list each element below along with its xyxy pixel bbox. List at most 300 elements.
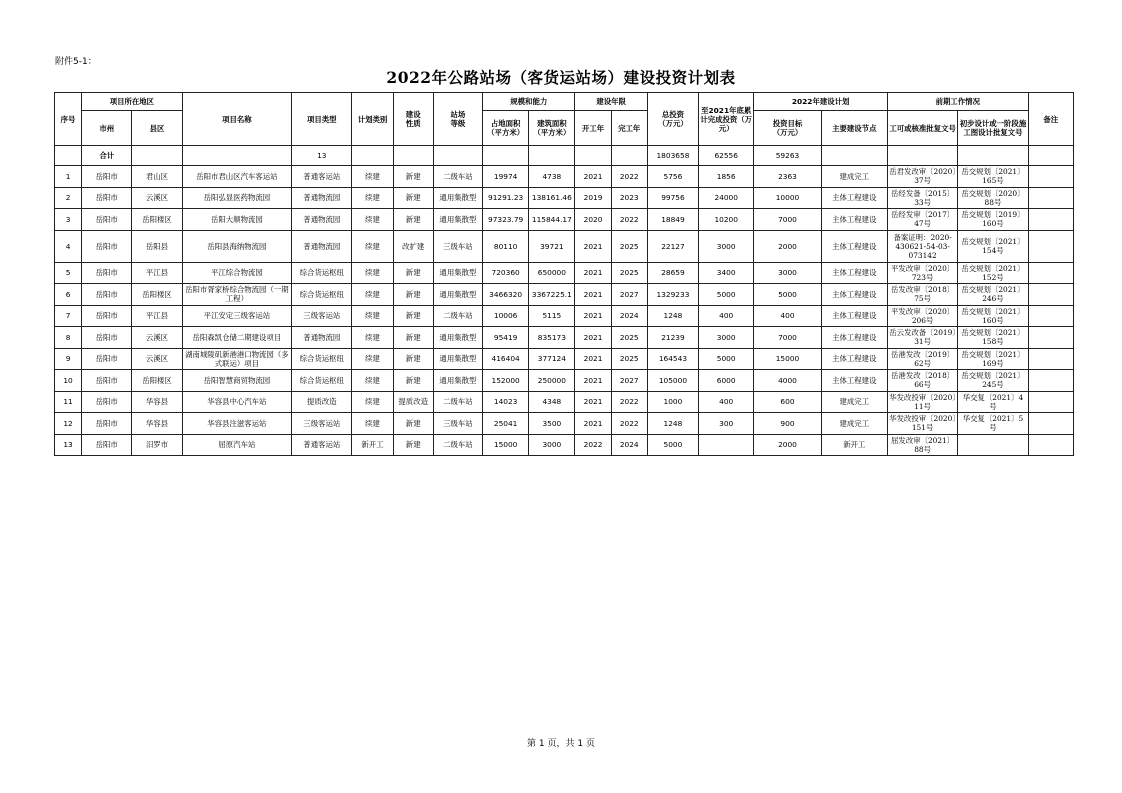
cell-county: 云溪区 <box>132 187 182 209</box>
cell-build-nature: 新建 <box>393 348 433 370</box>
cell-plan-category: 续建 <box>352 166 393 188</box>
cell-county: 汨罗市 <box>132 434 182 456</box>
cell-city: 岳阳市 <box>82 262 132 284</box>
totals-total: 1803658 <box>647 146 698 166</box>
cell-land-area: 720360 <box>483 262 529 284</box>
cell-approval-doc: 屈发改审〔2021〕88号 <box>887 434 957 456</box>
cell-milestone: 主体工程建设 <box>821 327 887 349</box>
cell-total-investment: 21239 <box>647 327 698 349</box>
cell-end-year: 2024 <box>611 434 647 456</box>
cell-design-doc: 岳交规划〔2021〕154号 <box>958 230 1028 262</box>
cell-milestone: 主体工程建设 <box>821 305 887 327</box>
cell-total-investment: 1329233 <box>647 284 698 306</box>
cell-county: 云溪区 <box>132 348 182 370</box>
cell-design-doc: 岳交规划〔2021〕152号 <box>958 262 1028 284</box>
cell-start-year: 2021 <box>575 413 611 435</box>
cell-approval-doc: 岳港发改〔2019〕62号 <box>887 348 957 370</box>
cell-project-name: 华容县中心汽车站 <box>182 391 292 413</box>
cell-approval-doc: 华发改投审〔2020〕11号 <box>889 392 957 411</box>
cell-land-area: 19974 <box>483 166 529 188</box>
cell-completed-2021: 6000 <box>699 370 754 392</box>
cell-milestone: 主体工程建设 <box>821 209 887 231</box>
cell-remark <box>1028 262 1073 284</box>
cell-seq: 10 <box>55 370 82 392</box>
cell-project-type: 普通物流园 <box>292 209 352 231</box>
cell-remark <box>1028 209 1073 231</box>
cell-approval-doc: 岳港发改〔2018〕66号 <box>887 370 957 392</box>
cell-plan-category: 续建 <box>352 305 393 327</box>
cell-start-year: 2021 <box>575 166 611 188</box>
cell-approval-doc: 岳经发审〔2017〕47号 <box>887 209 957 231</box>
cell-city: 岳阳市 <box>82 434 132 456</box>
cell-seq: 12 <box>55 413 82 435</box>
cell-total-investment: 5000 <box>647 434 698 456</box>
cell-floor-area: 39721 <box>529 230 575 262</box>
totals-empty <box>529 146 575 166</box>
cell-project-type: 综合货运枢纽 <box>292 262 352 284</box>
header-city: 市州 <box>82 111 132 146</box>
cell-city: 岳阳市 <box>82 305 132 327</box>
cell-completed-2021: 3400 <box>699 262 754 284</box>
header-scale: 规模和能力 <box>483 93 575 111</box>
cell-end-year: 2025 <box>611 230 647 262</box>
header-design: 初步设计或一阶段施工图设计批复文号 <box>958 111 1028 146</box>
cell-start-year: 2021 <box>575 391 611 413</box>
cell-project-name: 岳阳市胥家桥综合物流园（一期工程） <box>182 284 292 306</box>
cell-seq: 7 <box>55 305 82 327</box>
header-county: 县区 <box>132 111 182 146</box>
cell-design-doc: 岳交规划〔2019〕160号 <box>958 209 1028 231</box>
cell-county: 平江县 <box>132 305 182 327</box>
cell-start-year: 2021 <box>575 262 611 284</box>
cell-total-investment: 18849 <box>647 209 698 231</box>
cell-total-investment: 5756 <box>647 166 698 188</box>
cell-land-area: 152000 <box>483 370 529 392</box>
cell-project-type: 提质改造 <box>292 391 352 413</box>
cell-floor-area: 3000 <box>529 434 575 456</box>
cell-project-name: 岳阳县海纳物流园 <box>182 230 292 262</box>
header-location: 项目所在地区 <box>82 93 182 111</box>
cell-design-doc: 岳交规划〔2021〕160号 <box>958 305 1028 327</box>
cell-project-type: 综合货运枢纽 <box>292 348 352 370</box>
cell-county: 君山区 <box>132 166 182 188</box>
totals-empty <box>433 146 482 166</box>
cell-approval-doc: 岳发改审〔2018〕75号 <box>887 284 957 306</box>
cell-target-2022: 15000 <box>754 348 821 370</box>
cell-milestone: 建成完工 <box>821 413 887 435</box>
cell-approval-doc: 岳君发改审〔2020〕37号 <box>889 167 957 186</box>
cell-county: 云溪区 <box>132 327 182 349</box>
cell-project-type: 综合货运枢纽 <box>292 370 352 392</box>
page-footer: 第 1 页，共 1 页 <box>527 739 595 749</box>
cell-floor-area: 3367225.1 <box>529 284 575 306</box>
cell-approval-doc: 平发改审〔2020〕723号 <box>887 262 957 284</box>
cell-start-year: 2022 <box>575 434 611 456</box>
header-nature: 建设 性质 <box>393 93 433 146</box>
cell-milestone: 主体工程建设 <box>821 370 887 392</box>
cell-total-investment: 164543 <box>647 348 698 370</box>
cell-target-2022: 2363 <box>754 166 821 188</box>
cell-end-year: 2022 <box>611 166 647 188</box>
table-row <box>55 209 1074 231</box>
cell-end-year: 2027 <box>611 370 647 392</box>
cell-start-year: 2021 <box>575 230 611 262</box>
cell-plan-category: 续建 <box>352 284 393 306</box>
cell-build-nature: 新建 <box>393 284 433 306</box>
cell-land-area: 10006 <box>483 305 529 327</box>
cell-seq: 2 <box>55 187 82 209</box>
cell-city: 岳阳市 <box>82 166 132 188</box>
cell-plan-category: 续建 <box>352 262 393 284</box>
cell-remark <box>1028 434 1073 456</box>
cell-floor-area: 650000 <box>529 262 575 284</box>
cell-land-area: 91291.23 <box>483 187 529 209</box>
header-done2021: 至2021年底累计完成投资（万元） <box>699 93 754 146</box>
cell-approval-doc: 平发改审〔2020〕206号 <box>887 305 957 327</box>
cell-seq: 4 <box>55 230 82 262</box>
cell-completed-2021: 5000 <box>699 284 754 306</box>
cell-station-grade: 通用集散型 <box>433 209 482 231</box>
cell-county: 平江县 <box>132 262 182 284</box>
totals-target: 59263 <box>754 146 821 166</box>
cell-build-nature: 新建 <box>393 187 433 209</box>
totals-empty <box>352 146 393 166</box>
totals-empty <box>958 146 1028 166</box>
cell-floor-area: 115844.17 <box>529 209 575 231</box>
cell-total-investment: 1248 <box>647 305 698 327</box>
cell-total-investment: 1000 <box>647 391 698 413</box>
cell-milestone: 主体工程建设 <box>821 187 887 209</box>
cell-milestone: 主体工程建设 <box>821 284 887 306</box>
cell-end-year: 2023 <box>611 187 647 209</box>
cell-design-doc: 华交复〔2021〕5号 <box>958 413 1028 435</box>
cell-completed-2021: 24000 <box>699 187 754 209</box>
cell-floor-area: 138161.46 <box>529 187 575 209</box>
cell-land-area: 15000 <box>483 434 529 456</box>
cell-build-nature: 新建 <box>393 327 433 349</box>
cell-build-nature: 新建 <box>393 305 433 327</box>
cell-county: 岳阳楼区 <box>132 209 182 231</box>
cell-target-2022: 2000 <box>754 434 821 456</box>
totals-empty <box>821 146 887 166</box>
cell-build-nature: 新建 <box>393 434 433 456</box>
header-grade: 站场 等级 <box>433 93 482 146</box>
cell-seq: 13 <box>55 434 82 456</box>
cell-remark <box>1028 370 1073 392</box>
table-row <box>55 284 1074 306</box>
cell-completed-2021: 300 <box>699 413 754 435</box>
cell-target-2022: 7000 <box>754 209 821 231</box>
header-seq: 序号 <box>55 93 82 146</box>
cell-remark <box>1028 284 1073 306</box>
header-row-1 <box>55 93 1074 111</box>
cell-remark <box>1028 166 1073 188</box>
cell-milestone: 建成完工 <box>821 166 887 188</box>
cell-land-area: 95419 <box>483 327 529 349</box>
cell-project-name: 湖南城陵矶新港港口物流园（多式联运）项目 <box>182 348 292 370</box>
cell-remark <box>1028 230 1073 262</box>
cell-target-2022: 5000 <box>754 284 821 306</box>
cell-target-2022: 2000 <box>754 230 821 262</box>
cell-plan-category: 续建 <box>352 209 393 231</box>
cell-end-year: 2022 <box>611 209 647 231</box>
cell-floor-area: 4738 <box>529 166 575 188</box>
header-total: 总投资 （万元） <box>647 93 698 146</box>
cell-start-year: 2021 <box>575 348 611 370</box>
cell-completed-2021: 5000 <box>699 348 754 370</box>
cell-end-year: 2025 <box>611 327 647 349</box>
cell-completed-2021 <box>699 434 754 456</box>
cell-project-name: 平江综合物流园 <box>182 262 292 284</box>
cell-plan-category: 新开工 <box>352 434 393 456</box>
cell-approval-doc: 华发改投审〔2020〕151号 <box>889 414 957 433</box>
totals-row <box>55 146 1074 166</box>
header-name: 项目名称 <box>182 93 292 146</box>
cell-station-grade: 通用集散型 <box>433 262 482 284</box>
cell-station-grade: 三级车站 <box>433 230 482 262</box>
cell-land-area: 97323.79 <box>483 209 529 231</box>
cell-project-name: 岳阳大顺物流园 <box>182 209 292 231</box>
cell-completed-2021: 3000 <box>699 230 754 262</box>
cell-build-nature: 新建 <box>393 166 433 188</box>
cell-city: 岳阳市 <box>82 187 132 209</box>
cell-city: 岳阳市 <box>82 209 132 231</box>
table-row <box>55 327 1074 349</box>
cell-station-grade: 通用集散型 <box>433 187 482 209</box>
cell-target-2022: 900 <box>754 413 821 435</box>
cell-city: 岳阳市 <box>82 284 132 306</box>
cell-completed-2021: 10200 <box>699 209 754 231</box>
cell-design-doc: 岳交规划〔2021〕246号 <box>958 284 1028 306</box>
cell-target-2022: 400 <box>754 305 821 327</box>
totals-label: 合计 <box>82 146 132 166</box>
cell-remark <box>1028 305 1073 327</box>
table-body <box>55 166 1074 456</box>
cell-milestone: 主体工程建设 <box>821 262 887 284</box>
totals-count: 13 <box>292 146 352 166</box>
header-node: 主要建设节点 <box>821 111 887 146</box>
cell-station-grade: 二级车站 <box>433 305 482 327</box>
cell-project-name: 岳阳弘显医药物流园 <box>182 187 292 209</box>
totals-seq <box>55 146 82 166</box>
header-type: 项目类型 <box>292 93 352 146</box>
cell-completed-2021: 400 <box>699 391 754 413</box>
cell-county: 岳阳县 <box>132 230 182 262</box>
cell-station-grade: 通用集散型 <box>433 348 482 370</box>
cell-project-type: 三级客运站 <box>292 413 352 435</box>
cell-approval-doc: 备案证明：2020-430621-54-03-073142 <box>887 230 957 262</box>
cell-end-year: 2024 <box>611 305 647 327</box>
cell-end-year: 2022 <box>611 413 647 435</box>
cell-start-year: 2019 <box>575 187 611 209</box>
cell-seq: 5 <box>55 262 82 284</box>
table-row <box>55 166 1074 188</box>
cell-station-grade: 通用集散型 <box>433 284 482 306</box>
cell-project-type: 普通物流园 <box>292 187 352 209</box>
cell-project-type: 普通物流园 <box>292 327 352 349</box>
cell-remark <box>1028 348 1073 370</box>
cell-milestone: 主体工程建设 <box>821 348 887 370</box>
cell-station-grade: 二级车站 <box>433 166 482 188</box>
cell-approval-doc: 岳经发备〔2015〕33号 <box>887 187 957 209</box>
cell-station-grade: 通用集散型 <box>433 370 482 392</box>
cell-milestone: 建成完工 <box>821 391 887 413</box>
cell-station-grade: 三级车站 <box>433 413 482 435</box>
table-row <box>55 187 1074 209</box>
investment-plan-table <box>54 92 1074 456</box>
cell-remark <box>1028 327 1073 349</box>
cell-city: 岳阳市 <box>82 413 132 435</box>
cell-start-year: 2021 <box>575 305 611 327</box>
cell-project-name: 岳阳市君山区汽车客运站 <box>182 166 292 188</box>
cell-milestone: 主体工程建设 <box>821 230 887 262</box>
cell-land-area: 416404 <box>483 348 529 370</box>
header-land: 占地面积 （平方米） <box>483 111 529 146</box>
cell-plan-category: 续建 <box>352 187 393 209</box>
totals-empty <box>1028 146 1073 166</box>
header-target: 投资目标 （万元） <box>754 111 821 146</box>
cell-build-nature: 改扩建 <box>393 230 433 262</box>
cell-project-type: 综合货运枢纽 <box>292 284 352 306</box>
cell-city: 岳阳市 <box>82 348 132 370</box>
cell-project-type: 普通物流园 <box>292 230 352 262</box>
cell-plan-category: 续建 <box>352 391 393 413</box>
cell-project-name: 岳阳智慧商贸物流园 <box>182 370 292 392</box>
cell-seq: 1 <box>55 166 82 188</box>
cell-city: 岳阳市 <box>82 370 132 392</box>
cell-start-year: 2021 <box>575 327 611 349</box>
cell-remark <box>1028 187 1073 209</box>
cell-seq: 11 <box>55 391 82 413</box>
cell-total-investment: 105000 <box>647 370 698 392</box>
cell-design-doc: 岳交规划〔2021〕165号 <box>958 166 1028 188</box>
cell-seq: 8 <box>55 327 82 349</box>
cell-end-year: 2025 <box>611 348 647 370</box>
cell-design-doc: 岳交规划〔2021〕245号 <box>958 370 1028 392</box>
cell-county: 华容县 <box>132 413 182 435</box>
cell-project-name: 岳阳森凯仓储二期建设项目 <box>182 327 292 349</box>
header-start: 开工年 <box>575 111 611 146</box>
cell-build-nature: 新建 <box>393 370 433 392</box>
cell-plan-category: 续建 <box>352 230 393 262</box>
cell-project-name: 平江安定三级客运站 <box>182 305 292 327</box>
cell-completed-2021: 3000 <box>699 327 754 349</box>
cell-land-area: 14023 <box>483 391 529 413</box>
cell-target-2022: 10000 <box>754 187 821 209</box>
cell-city: 岳阳市 <box>82 230 132 262</box>
cell-county: 华容县 <box>132 391 182 413</box>
attachment-label: 附件5-1： <box>55 57 97 67</box>
header-prework: 前期工作情况 <box>887 93 1028 111</box>
cell-floor-area: 835173 <box>529 327 575 349</box>
totals-empty <box>611 146 647 166</box>
cell-start-year: 2020 <box>575 209 611 231</box>
totals-empty <box>575 146 611 166</box>
cell-station-grade: 通用集散型 <box>433 327 482 349</box>
cell-floor-area: 250000 <box>529 370 575 392</box>
cell-county: 岳阳楼区 <box>132 370 182 392</box>
header-plan2022: 2022年建设计划 <box>754 93 888 111</box>
table-row <box>55 348 1074 370</box>
cell-total-investment: 22127 <box>647 230 698 262</box>
cell-design-doc: 岳交规划〔2021〕169号 <box>958 348 1028 370</box>
cell-project-name: 华容县注滋客运站 <box>182 413 292 435</box>
cell-plan-category: 续建 <box>352 413 393 435</box>
cell-remark <box>1028 391 1073 413</box>
cell-land-area: 3466320 <box>483 284 529 306</box>
cell-station-grade: 二级车站 <box>433 391 482 413</box>
cell-total-investment: 1248 <box>647 413 698 435</box>
cell-total-investment: 99756 <box>647 187 698 209</box>
header-plan: 计划类别 <box>352 93 393 146</box>
cell-floor-area: 4348 <box>529 391 575 413</box>
cell-seq: 3 <box>55 209 82 231</box>
table-row <box>55 434 1074 456</box>
cell-plan-category: 续建 <box>352 370 393 392</box>
header-approval: 工可或核准批复文号 <box>887 111 957 146</box>
cell-build-nature: 新建 <box>393 209 433 231</box>
cell-floor-area: 5115 <box>529 305 575 327</box>
cell-land-area: 25041 <box>483 413 529 435</box>
cell-seq: 9 <box>55 348 82 370</box>
totals-empty <box>483 146 529 166</box>
cell-completed-2021: 1856 <box>699 166 754 188</box>
cell-plan-category: 续建 <box>352 348 393 370</box>
cell-floor-area: 3500 <box>529 413 575 435</box>
cell-end-year: 2022 <box>611 391 647 413</box>
table-row <box>55 262 1074 284</box>
totals-empty <box>182 146 292 166</box>
page-title: 2022年公路站场（客货运站场）建设投资计划表 <box>386 68 736 87</box>
cell-plan-category: 续建 <box>352 327 393 349</box>
cell-target-2022: 7000 <box>754 327 821 349</box>
cell-end-year: 2025 <box>611 262 647 284</box>
cell-start-year: 2021 <box>575 284 611 306</box>
table-row <box>55 230 1074 262</box>
cell-total-investment: 28659 <box>647 262 698 284</box>
cell-start-year: 2021 <box>575 370 611 392</box>
cell-build-nature: 新建 <box>393 262 433 284</box>
cell-seq: 6 <box>55 284 82 306</box>
cell-project-type: 三级客运站 <box>292 305 352 327</box>
table-row <box>55 305 1074 327</box>
totals-empty <box>887 146 957 166</box>
cell-approval-doc: 岳云发改备〔2019〕31号 <box>889 328 957 347</box>
cell-project-type: 普通客运站 <box>292 434 352 456</box>
header-floor: 建筑面积 （平方米） <box>529 111 575 146</box>
cell-floor-area: 377124 <box>529 348 575 370</box>
cell-design-doc: 华交复〔2021〕4号 <box>958 391 1028 413</box>
table-row <box>55 391 1074 413</box>
cell-build-nature: 提质改造 <box>393 391 433 413</box>
cell-target-2022: 600 <box>754 391 821 413</box>
cell-design-doc <box>958 434 1028 456</box>
header-years: 建设年限 <box>575 93 647 111</box>
totals-done2021: 62556 <box>699 146 754 166</box>
cell-remark <box>1028 413 1073 435</box>
cell-project-type: 普通客运站 <box>292 166 352 188</box>
cell-target-2022: 3000 <box>754 262 821 284</box>
cell-target-2022: 4000 <box>754 370 821 392</box>
cell-end-year: 2027 <box>611 284 647 306</box>
cell-project-name: 屈原汽车站 <box>182 434 292 456</box>
header-end: 完工年 <box>611 111 647 146</box>
cell-design-doc: 岳交规划〔2021〕158号 <box>958 327 1028 349</box>
cell-milestone: 新开工 <box>821 434 887 456</box>
cell-land-area: 80110 <box>483 230 529 262</box>
cell-design-doc: 岳交规划〔2020〕88号 <box>958 187 1028 209</box>
table-row <box>55 413 1074 435</box>
